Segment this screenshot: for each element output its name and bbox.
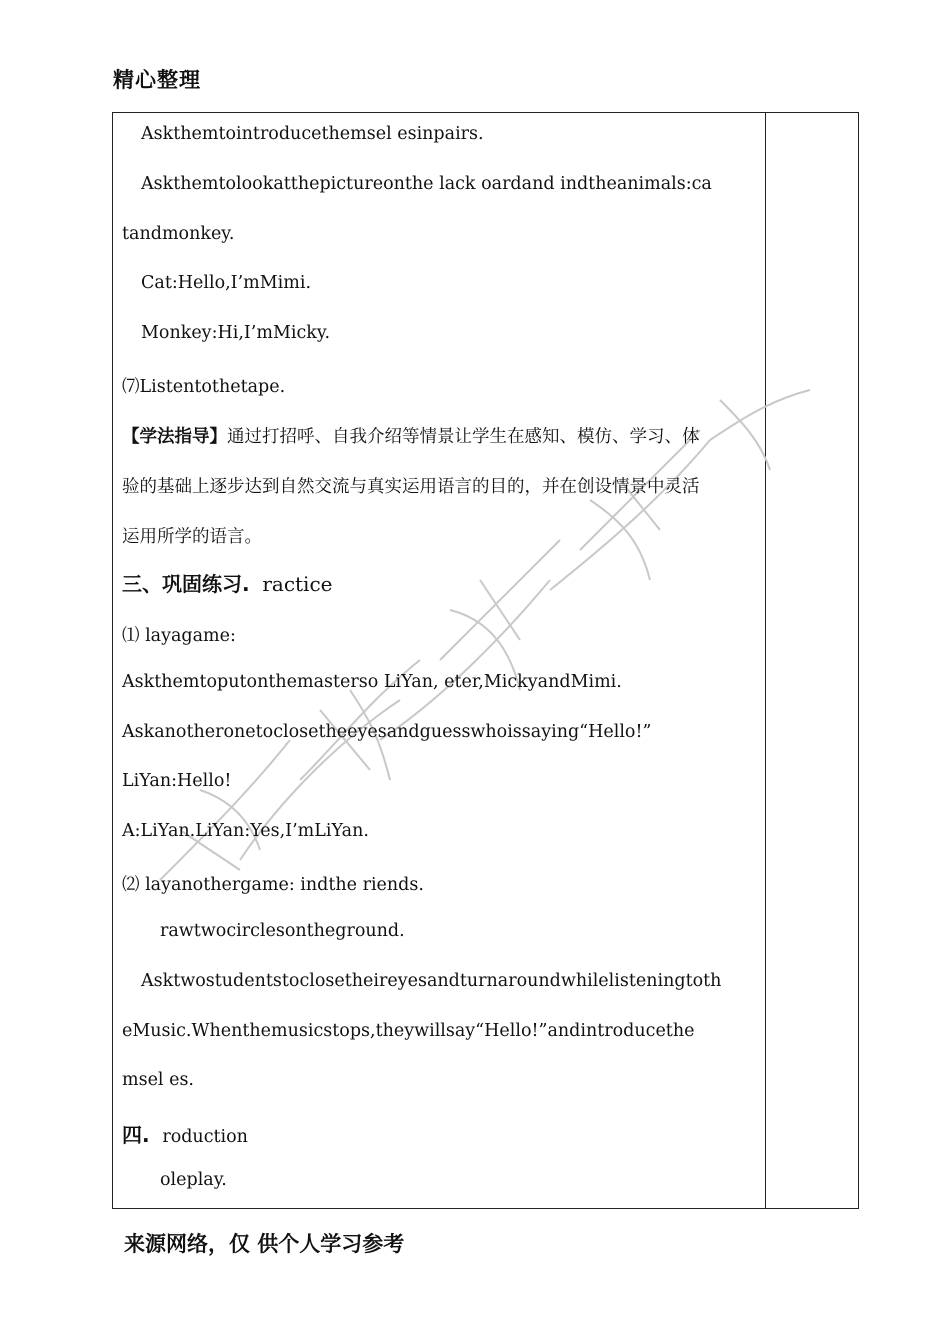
text-line: eMusic.Whenthemusicstops,theywillsay“Hello!”andintroducethe bbox=[122, 1021, 695, 1041]
text-line: Monkey:Hi,I’mMicky. bbox=[141, 323, 331, 343]
section-title: roduction bbox=[162, 1127, 248, 1147]
text-line: ⑺Listentothetape. bbox=[122, 377, 286, 397]
text-line: Asktwostudentstoclosetheireyesandturnaroundwhilelisteningtoth bbox=[141, 971, 722, 991]
section-heading-production bbox=[122, 1119, 248, 1148]
section-number: 三、巩固练习. bbox=[122, 572, 250, 596]
text-line: msel es. bbox=[122, 1070, 194, 1090]
page-footer-note: 来源网络，仅 供个人学习参考 bbox=[124, 1232, 405, 1256]
section-heading-practice bbox=[122, 568, 332, 597]
text-line: ⑴ layagame: bbox=[122, 626, 236, 646]
section-title: ractice bbox=[262, 572, 333, 596]
text-line: rawtwocirclesontheground. bbox=[160, 921, 405, 941]
text-line: Askthemtolookatthepictureonthe lack oardand indtheanimals:ca bbox=[141, 174, 712, 194]
text-line: Askanotheronetoclosetheeyesandguesswhoissaying“Hello!” bbox=[122, 722, 652, 742]
text-line: Askthemtoputonthemasterso LiYan, eter,MickyandMimi. bbox=[122, 672, 622, 692]
page-header-title: 精心整理 bbox=[113, 68, 201, 92]
text-line: tandmonkey. bbox=[122, 224, 235, 244]
study-guide-line bbox=[122, 423, 700, 448]
text-line: LiYan:Hello! bbox=[122, 771, 232, 791]
text-line: oleplay. bbox=[160, 1170, 227, 1190]
text-line: A:LiYan.LiYan:Yes,I’mLiYan. bbox=[122, 821, 369, 841]
study-guide-text: 通过打招呼、自我介绍等情景让学生在感知、模仿、学习、体 bbox=[227, 427, 700, 447]
section-number: 四. bbox=[122, 1123, 150, 1147]
text-line: ⑵ layanothergame: indthe riends. bbox=[122, 875, 424, 895]
text-line: 运用所学的语言。 bbox=[122, 527, 262, 547]
text-line: Askthemtointroducethemsel esinpairs. bbox=[141, 124, 484, 144]
study-guide-label: 【学法指导】 bbox=[122, 427, 227, 447]
text-line: 验的基础上逐步达到自然交流与真实运用语言的目的，并在创设情景中灵活 bbox=[122, 477, 700, 497]
table-column-divider bbox=[765, 112, 766, 1209]
text-line: Cat:Hello,I’mMimi. bbox=[141, 273, 312, 293]
